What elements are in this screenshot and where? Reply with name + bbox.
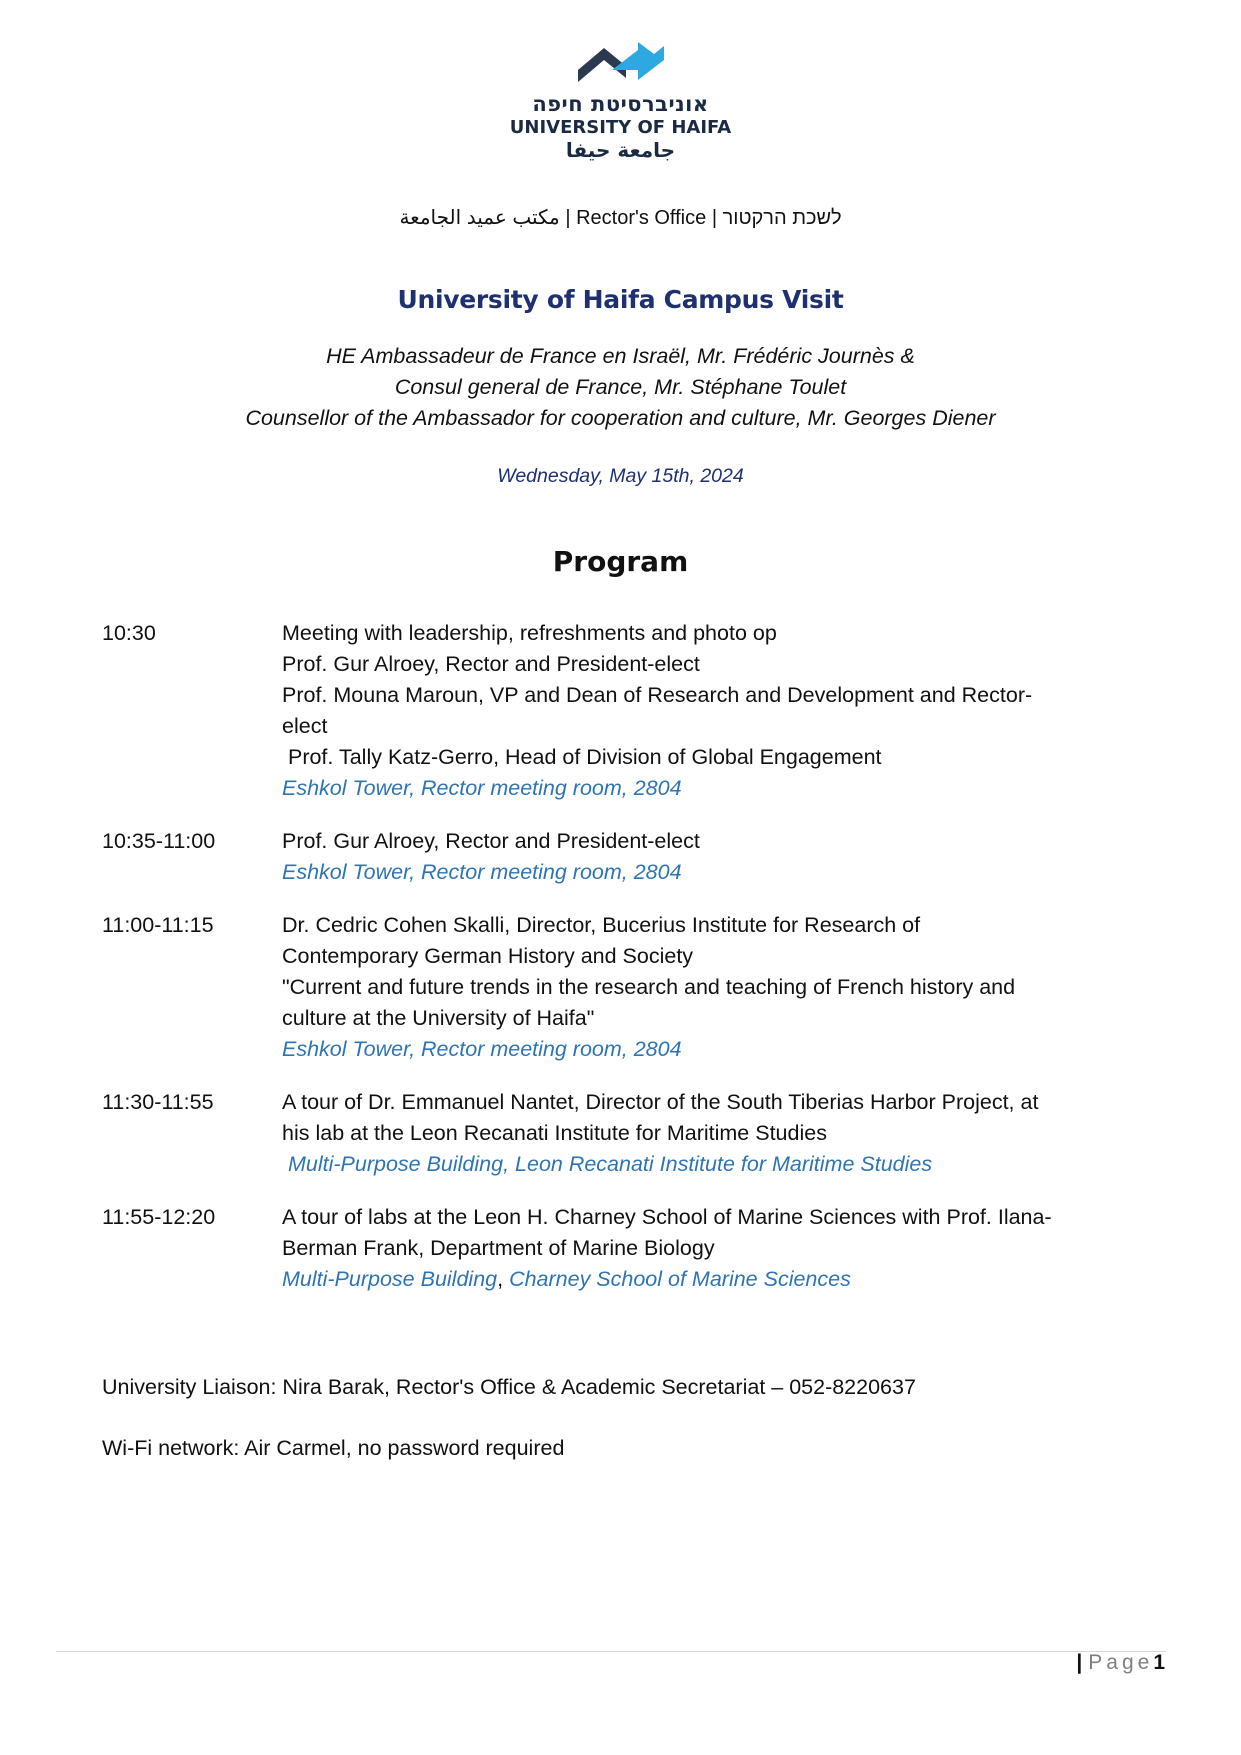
agenda-location — [282, 1264, 1108, 1295]
agenda-time: 11:55-12:20 — [102, 1205, 216, 1229]
agenda-line: A tour of labs at the Leon H. Charney School of Marine Sciences with Prof. Ilana- — [282, 1205, 1052, 1229]
office-arabic: مكتب عميد الجامعة — [399, 207, 560, 229]
university-liaison: University Liaison: Nira Barak, Rector's Office & Academic Secretariat – 052-8220637 — [102, 1375, 916, 1399]
wifi-info: Wi-Fi network: Air Carmel, no password required — [102, 1436, 565, 1460]
page-word: Page — [1088, 1651, 1154, 1674]
guest-line: Counsellor of the Ambassador for cooperation and culture, Mr. Georges Diener — [245, 406, 996, 430]
agenda-time: 11:30-11:55 — [102, 1090, 214, 1114]
agenda-line: Prof. Gur Alroey, Rector and President-elect — [282, 652, 700, 676]
agenda-location: Eshkol Tower, Rector meeting room, 2804 — [282, 776, 682, 800]
program-heading: Program — [552, 545, 689, 578]
logo-english-text: UNIVERSITY OF HAIFA — [509, 117, 732, 138]
agenda-item — [98, 618, 1108, 804]
agenda-time: 11:00-11:15 — [102, 913, 214, 937]
agenda-time: 10:35-11:00 — [102, 829, 216, 853]
page-bar: | — [1076, 1651, 1083, 1674]
office-line — [0, 205, 1241, 230]
visit-date: Wednesday, May 15th, 2024 — [497, 465, 744, 487]
agenda-line: Prof. Gur Alroey, Rector and President-elect — [282, 829, 700, 853]
location-separator: , — [497, 1267, 510, 1291]
agenda-line: A tour of Dr. Emmanuel Nantet, Director of the South Tiberias Harbor Project, at — [282, 1090, 1039, 1114]
agenda-body — [282, 1202, 1108, 1295]
agenda-body — [282, 910, 1108, 1065]
agenda-item — [98, 1202, 1108, 1295]
guest-line: Consul general de France, Mr. Stéphane Toulet — [394, 375, 847, 399]
agenda-line: Prof. Mouna Maroun, VP and Dean of Research and Development and Rector- — [282, 683, 1033, 707]
agenda-item — [98, 826, 1108, 888]
guest-list — [0, 341, 1241, 434]
agenda-time: 10:30 — [102, 621, 156, 645]
agenda-line: Contemporary German History and Society — [282, 944, 694, 968]
office-separator: | — [565, 207, 571, 229]
agenda-item — [98, 1087, 1108, 1180]
agenda-body — [282, 826, 1108, 888]
location-building: Multi-Purpose Building — [282, 1267, 498, 1291]
agenda-line: culture at the University of Haifa" — [282, 1006, 595, 1030]
agenda-line: Prof. Tally Katz-Gerro, Head of Division of Global Engagement — [282, 745, 882, 769]
office-separator: | — [711, 207, 718, 229]
agenda-line: Meeting with leadership, refreshments and photo op — [282, 621, 777, 645]
page-number-value: 1 — [1153, 1651, 1165, 1674]
agenda-location: Eshkol Tower, Rector meeting room, 2804 — [282, 1037, 682, 1061]
agenda-line: his lab at the Leon Recanati Institute for Maritime Studies — [282, 1121, 827, 1145]
office-english: Rector's Office — [576, 207, 707, 229]
guest-line: HE Ambassadeur de France en Israël, Mr. Frédéric Journès & — [326, 344, 915, 368]
agenda — [98, 618, 1108, 1295]
page-number — [1076, 1651, 1165, 1675]
logo-arabic-text: جامعة حيفا — [565, 138, 676, 162]
document-title: University of Haifa Campus Visit — [397, 285, 844, 314]
location-school: Charney School of Marine Sciences — [509, 1267, 851, 1291]
office-hebrew: לשכת הרקטור — [722, 207, 842, 229]
agenda-location: Multi-Purpose Building, Leon Recanati Institute for Maritime Studies — [282, 1152, 933, 1176]
agenda-item — [98, 910, 1108, 1065]
university-logo-icon — [576, 40, 666, 84]
agenda-body — [282, 1087, 1108, 1180]
agenda-line: "Current and future trends in the research and teaching of French history and — [282, 975, 1016, 999]
agenda-location: Eshkol Tower, Rector meeting room, 2804 — [282, 860, 682, 884]
footer-divider — [56, 1651, 1166, 1652]
university-logo — [0, 40, 1241, 162]
agenda-line: Berman Frank, Department of Marine Biology — [282, 1236, 715, 1260]
agenda-body — [282, 618, 1108, 804]
agenda-line: elect — [282, 714, 328, 738]
logo-hebrew-text: אוניברסיטת חיפה — [532, 92, 709, 116]
agenda-line: Dr. Cedric Cohen Skalli, Director, Bucerius Institute for Research of — [282, 913, 921, 937]
